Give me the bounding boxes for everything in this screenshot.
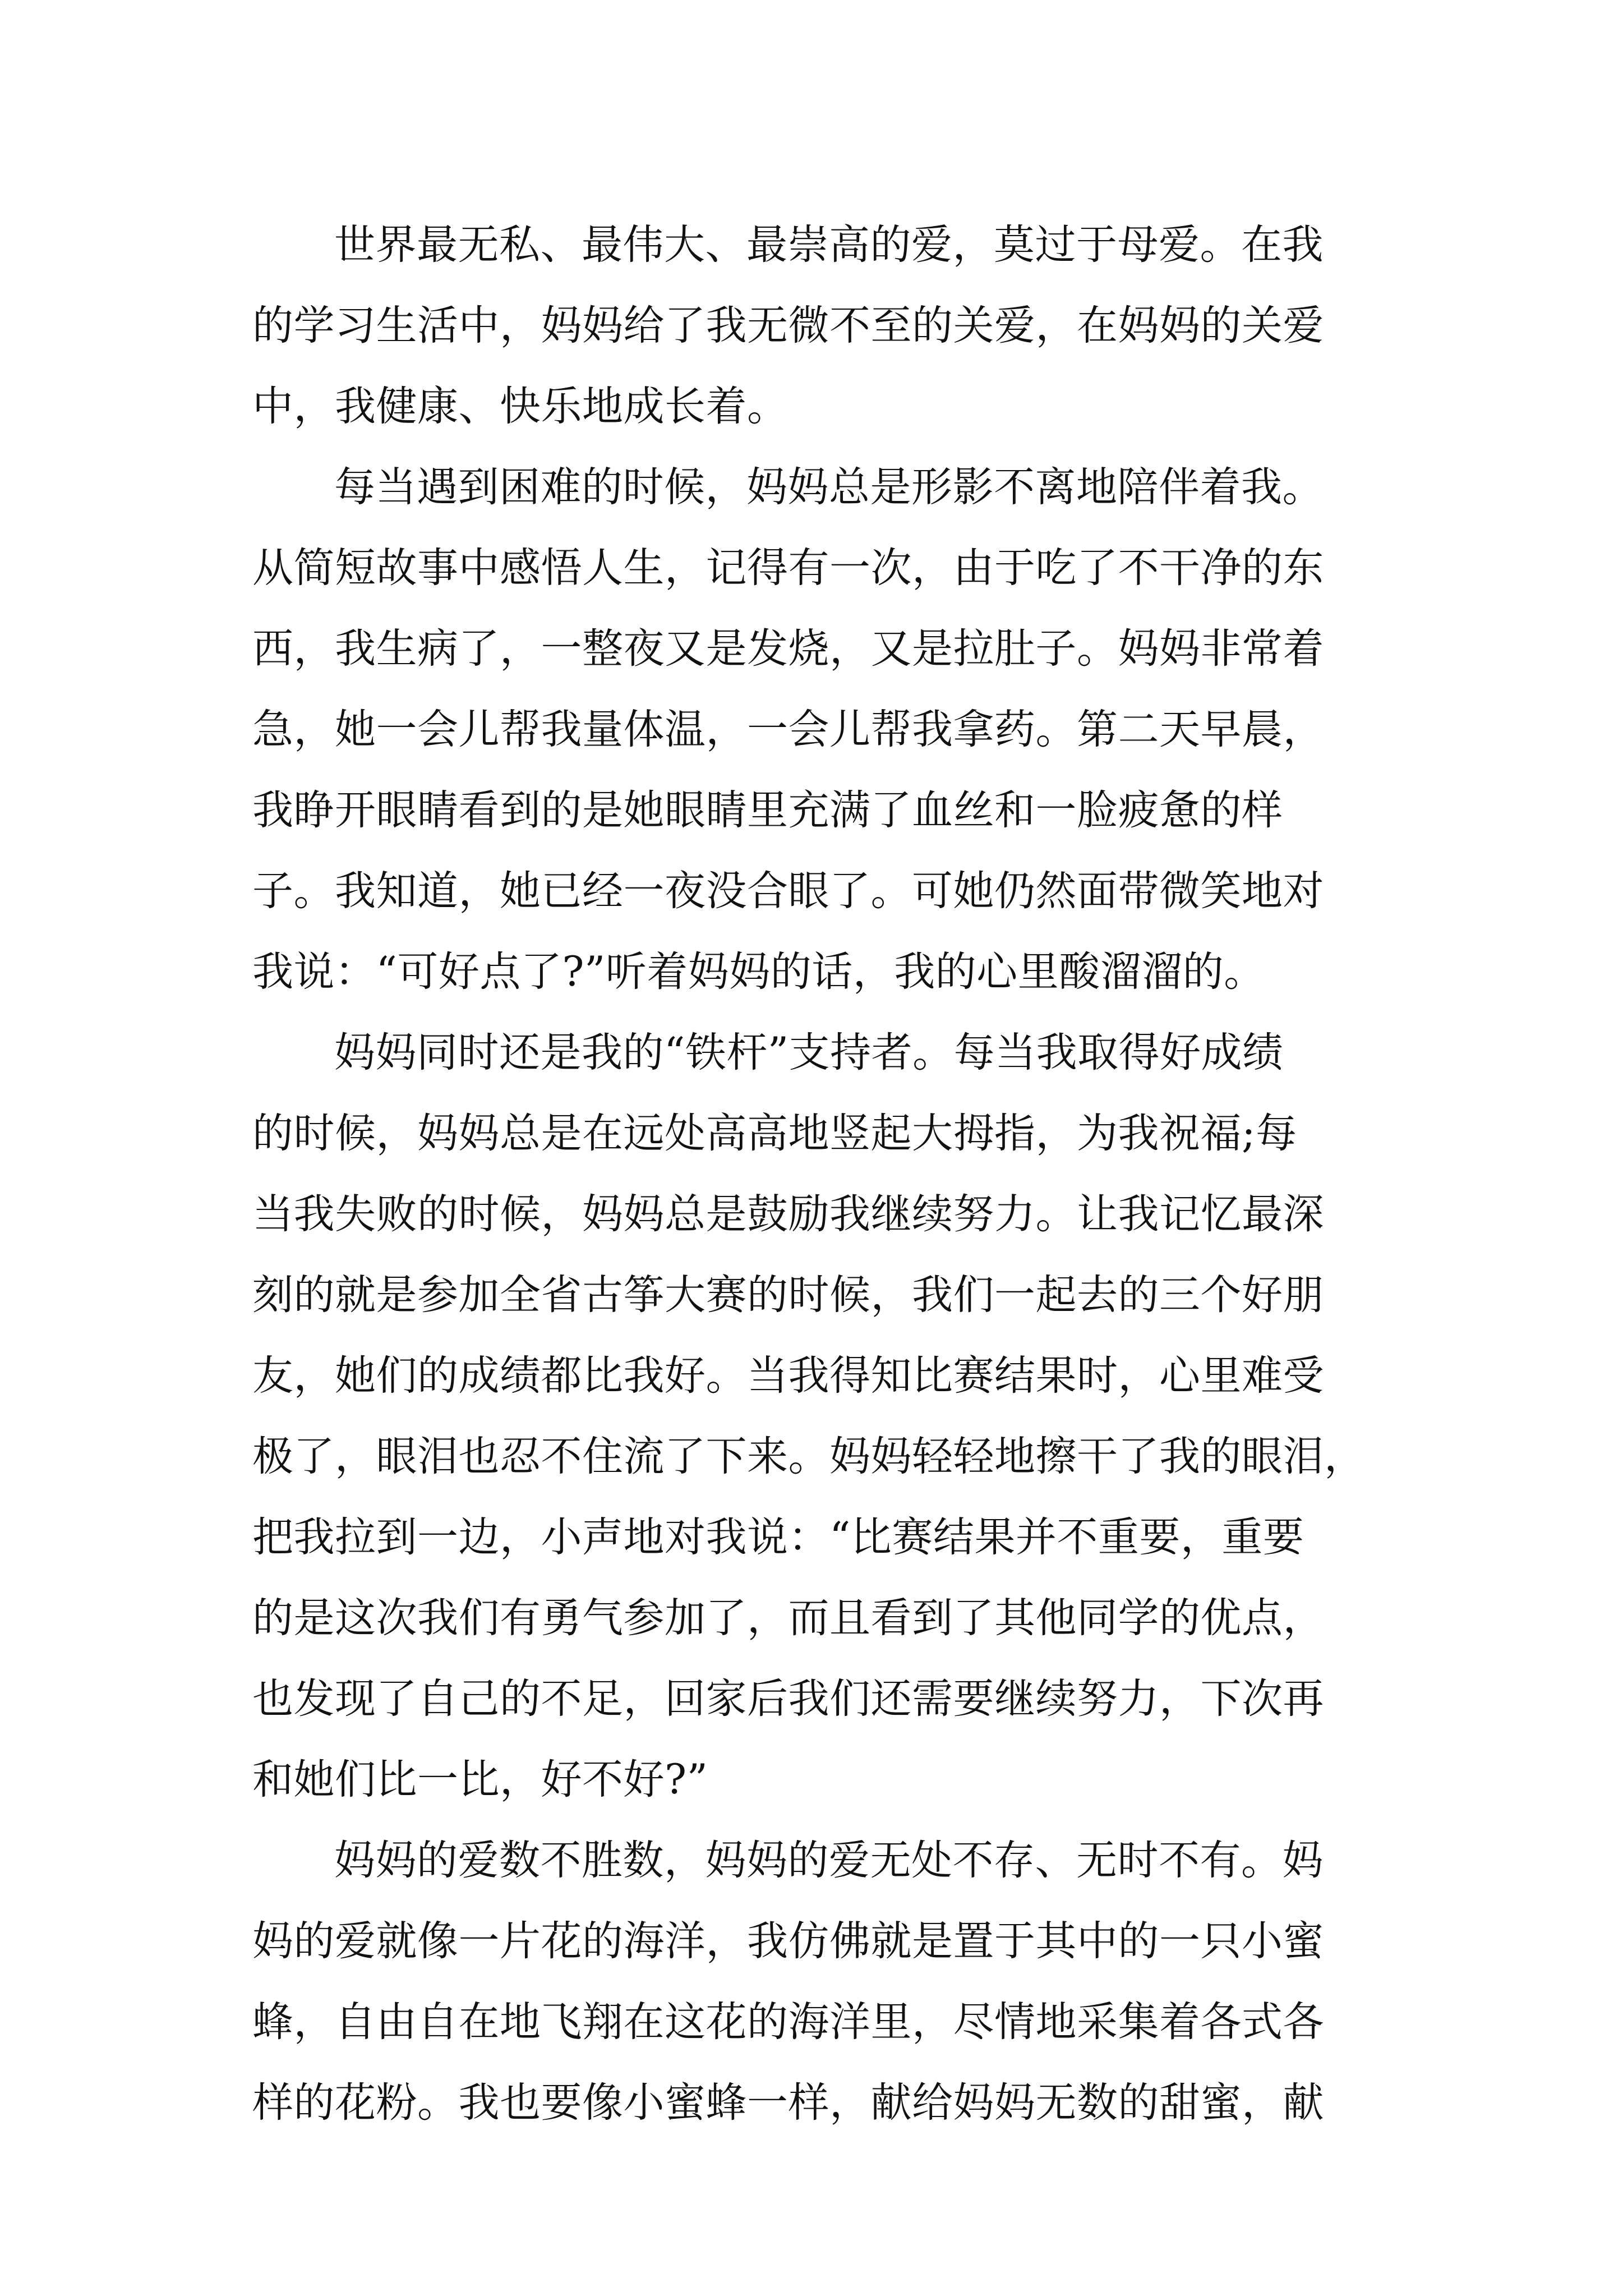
- paragraph-3-line-6: 极了，眼泪也忍不住流了下来。妈妈轻轻地擦干了我的眼泪，: [252, 1433, 1366, 1480]
- paragraph-1-line-3: 中，我健康、快乐地成长着。: [252, 383, 789, 430]
- paragraph-4-line-4: 样的花粉。我也要像小蜜蜂一样，献给妈妈无数的甜蜜，献: [252, 2079, 1324, 2127]
- paragraph-2-line-6: 子。我知道，她已经一夜没合眼了。可她仍然面带微笑地对: [252, 867, 1324, 915]
- paragraph-3-line-9: 也发现了自己的不足，回家后我们还需要继续努力，下次再: [252, 1675, 1324, 1723]
- paragraph-3-line-3: 当我失败的时候，妈妈总是鼓励我继续努力。让我记忆最深: [252, 1190, 1324, 1238]
- paragraph-3-line-5: 友，她们的成绩都比我好。当我得知比赛结果时，心里难受: [252, 1352, 1324, 1400]
- paragraph-3-line-1: 妈妈同时还是我的“铁杆”支持者。每当我取得好成绩: [334, 1029, 1284, 1076]
- paragraph-4-line-2: 妈的爱就像一片花的海洋，我仿佛就是置于其中的一只小蜜: [252, 1917, 1324, 1965]
- paragraph-3-line-10: 和她们比一比，好不好?”: [252, 1756, 708, 1803]
- paragraph-2-line-4: 急，她一会儿帮我量体温，一会儿帮我拿药。第二天早晨，: [252, 706, 1324, 753]
- paragraph-3-line-4: 刻的就是参加全省古筝大赛的时候，我们一起去的三个好朋: [252, 1271, 1324, 1319]
- paragraph-2-line-3: 西，我生病了，一整夜又是发烧，又是拉肚子。妈妈非常着: [252, 625, 1324, 673]
- paragraph-1-line-1: 世界最无私、最伟大、最崇高的爱，莫过于母爱。在我: [334, 221, 1324, 269]
- body-text: [252, 205, 1377, 2143]
- paragraph-2-line-2: 从简短故事中感悟人生，记得有一次，由于吃了不干净的东: [252, 544, 1324, 592]
- paragraph-2-line-7: 我说：“可好点了?”听着妈妈的话，我的心里酸溜溜的。: [252, 948, 1265, 996]
- paragraph-2-line-1: 每当遇到困难的时候，妈妈总是形影不离地陪伴着我。: [334, 463, 1324, 511]
- paragraph-3-line-7: 把我拉到一边，小声地对我说：“比赛结果并不重要，重要: [252, 1513, 1304, 1561]
- paragraph-3-line-2: 的时候，妈妈总是在远处高高地竖起大拇指，为我祝福;每: [252, 1110, 1297, 1157]
- paragraph-4-line-3: 蜂，自由自在地飞翔在这花的海洋里，尽情地采集着各式各: [252, 1998, 1324, 2046]
- paragraph-4-line-1: 妈妈的爱数不胜数，妈妈的爱无处不存、无时不有。妈: [334, 1837, 1324, 1884]
- paragraph-1-line-2: 的学习生活中，妈妈给了我无微不至的关爱，在妈妈的关爱: [252, 302, 1324, 349]
- paragraph-2-line-5: 我睁开眼睛看到的是她眼睛里充满了血丝和一脸疲惫的样: [252, 786, 1283, 834]
- paragraph-3-line-8: 的是这次我们有勇气参加了，而且看到了其他同学的优点，: [252, 1594, 1324, 1642]
